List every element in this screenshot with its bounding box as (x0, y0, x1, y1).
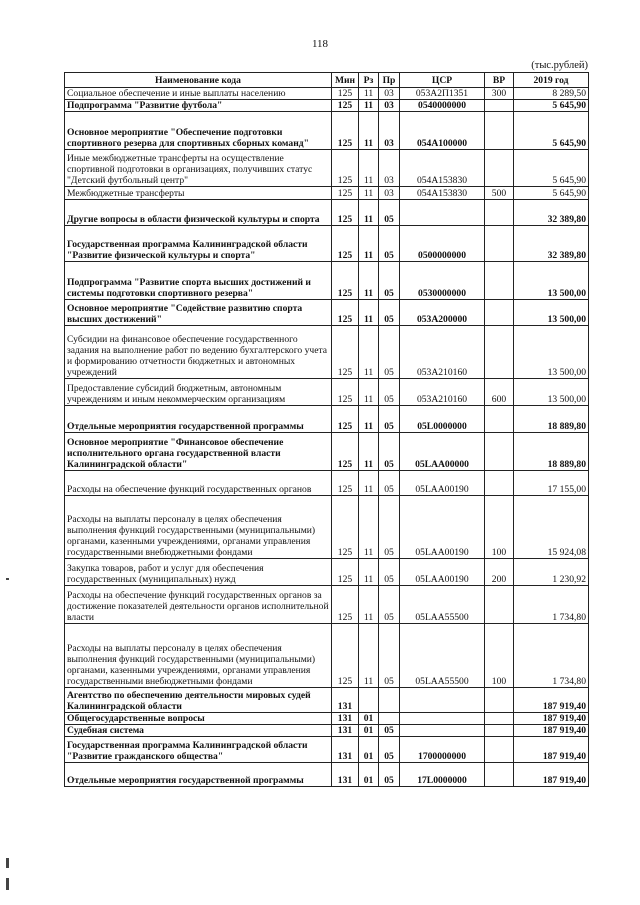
cell-csr (400, 688, 485, 713)
cell-vr (485, 150, 514, 187)
table-row (65, 737, 589, 763)
cell-rz: 11 (359, 406, 379, 433)
cell-min: 125 (332, 406, 359, 433)
cell-min: 125 (332, 200, 359, 226)
cell-csr: 05LАА00000 (400, 433, 485, 471)
cell-sum: 13 500,00 (514, 379, 589, 406)
cell-rz: 11 (359, 112, 379, 150)
cell-rz: 11 (359, 496, 379, 559)
cell-pr: 05 (379, 763, 400, 787)
cell-name: Государственная программа Калининградской области "Развитие гражданского общества" (65, 737, 332, 763)
table-row (65, 262, 589, 300)
cell-pr: 03 (379, 112, 400, 150)
cell-name: Отдельные мероприятия государственной программы (65, 406, 332, 433)
cell-name: Основное мероприятие "Финансовое обеспечение исполнительного органа государственной власти Калининградской области" (65, 433, 332, 471)
cell-name: Общегосударственные вопросы (65, 713, 332, 725)
cell-csr (400, 725, 485, 737)
cell-sum: 187 919,40 (514, 725, 589, 737)
cell-vr: 100 (485, 624, 514, 688)
cell-rz: 01 (359, 725, 379, 737)
cell-rz: 11 (359, 100, 379, 112)
cell-csr (400, 200, 485, 226)
cell-name: Закупка товаров, работ и услуг для обеспечения государственных (муниципальных) нужд (65, 559, 332, 586)
cell-rz: 11 (359, 624, 379, 688)
cell-min: 125 (332, 262, 359, 300)
cell-pr: 05 (379, 471, 400, 496)
cell-csr: 05LАА00190 (400, 471, 485, 496)
table-row (65, 471, 589, 496)
cell-min: 125 (332, 624, 359, 688)
cell-vr (485, 326, 514, 379)
cell-rz: 11 (359, 300, 379, 326)
cell-csr: 0530000000 (400, 262, 485, 300)
cell-name: Подпрограмма "Развитие спорта высших достижений и системы подготовки спортивного резерва" (65, 262, 332, 300)
cell-name: Иные межбюджетные трансферты на осуществление спортивной подготовки в организациях, получивших статус "Детский футбольный центр" (65, 150, 332, 187)
cell-sum: 5 645,90 (514, 112, 589, 150)
header-rz: Рз (359, 73, 379, 88)
cell-sum: 5 645,90 (514, 150, 589, 187)
cell-pr: 05 (379, 406, 400, 433)
cell-vr (485, 433, 514, 471)
cell-pr: 05 (379, 326, 400, 379)
cell-sum: 1 230,92 (514, 559, 589, 586)
cell-vr: 200 (485, 559, 514, 586)
cell-min: 125 (332, 326, 359, 379)
cell-name: Субсидии на финансовое обеспечение государственного задания на выполнение работ по ведению бухгалтерского учета и формированию отчетности бюджетных и автономных учреждений (65, 326, 332, 379)
cell-pr: 05 (379, 725, 400, 737)
cell-sum: 13 500,00 (514, 300, 589, 326)
cell-sum: 13 500,00 (514, 326, 589, 379)
cell-csr: 05LАА55500 (400, 586, 485, 624)
cell-pr (379, 713, 400, 725)
cell-sum: 187 919,40 (514, 688, 589, 713)
table-row (65, 496, 589, 559)
cell-vr: 600 (485, 379, 514, 406)
cell-sum: 32 389,80 (514, 226, 589, 262)
margin-mark (6, 578, 9, 580)
cell-rz: 11 (359, 226, 379, 262)
cell-name: Агентство по обеспечению деятельности мировых судей Калининградской области (65, 688, 332, 713)
cell-name: Социальное обеспечение и иные выплаты населению (65, 88, 332, 100)
header-vr: ВР (485, 73, 514, 88)
cell-sum: 1 734,80 (514, 586, 589, 624)
cell-name: Межбюджетные трансферты (65, 187, 332, 200)
cell-rz: 11 (359, 586, 379, 624)
cell-rz: 11 (359, 379, 379, 406)
table-row (65, 763, 589, 787)
units-note: (тыс.рублей) (531, 60, 588, 71)
cell-csr: 0540000000 (400, 100, 485, 112)
cell-rz: 11 (359, 262, 379, 300)
cell-sum: 13 500,00 (514, 262, 589, 300)
cell-rz: 01 (359, 737, 379, 763)
cell-sum: 187 919,40 (514, 713, 589, 725)
cell-csr: 0500000000 (400, 226, 485, 262)
cell-pr: 03 (379, 150, 400, 187)
cell-min: 125 (332, 559, 359, 586)
cell-csr: 05L0000000 (400, 406, 485, 433)
cell-sum: 15 924,08 (514, 496, 589, 559)
cell-rz: 11 (359, 200, 379, 226)
cell-pr: 05 (379, 737, 400, 763)
cell-pr: 05 (379, 586, 400, 624)
margin-mark (6, 878, 9, 890)
cell-name: Основное мероприятие "Содействие развитию спорта высших достижений" (65, 300, 332, 326)
cell-min: 125 (332, 379, 359, 406)
cell-vr (485, 112, 514, 150)
cell-vr (485, 200, 514, 226)
cell-pr (379, 688, 400, 713)
cell-csr: 1700000000 (400, 737, 485, 763)
cell-pr: 05 (379, 624, 400, 688)
cell-name: Подпрограмма "Развитие футбола" (65, 100, 332, 112)
cell-pr: 03 (379, 100, 400, 112)
cell-vr (485, 725, 514, 737)
header-sum: 2019 год (514, 73, 589, 88)
cell-csr: 054А153830 (400, 150, 485, 187)
cell-rz: 11 (359, 150, 379, 187)
cell-csr: 053А2П1351 (400, 88, 485, 100)
table-row (65, 586, 589, 624)
cell-min: 131 (332, 725, 359, 737)
cell-csr: 05LАА55500 (400, 624, 485, 688)
table-row (65, 100, 589, 112)
table-row (65, 725, 589, 737)
cell-vr (485, 300, 514, 326)
cell-rz (359, 688, 379, 713)
cell-vr (485, 226, 514, 262)
cell-sum: 8 289,50 (514, 88, 589, 100)
cell-min: 125 (332, 586, 359, 624)
cell-rz: 11 (359, 187, 379, 200)
table-row (65, 150, 589, 187)
page-number: 118 (311, 38, 329, 50)
table-row (65, 379, 589, 406)
cell-name: Расходы на выплаты персоналу в целях обеспечения выполнения функций государственными (муниципальными) органами, казенными учреждениями, органами управления государственными внебюджетными фондами (65, 624, 332, 688)
table-header-row (65, 73, 589, 88)
cell-min: 125 (332, 226, 359, 262)
cell-min: 125 (332, 300, 359, 326)
cell-rz: 01 (359, 713, 379, 725)
cell-min: 125 (332, 187, 359, 200)
table-row (65, 112, 589, 150)
cell-pr: 05 (379, 433, 400, 471)
margin-mark (6, 858, 9, 868)
table-row (65, 433, 589, 471)
cell-sum: 187 919,40 (514, 737, 589, 763)
cell-sum: 187 919,40 (514, 763, 589, 787)
header-min: Мин (332, 73, 359, 88)
cell-min: 125 (332, 471, 359, 496)
cell-rz: 11 (359, 326, 379, 379)
cell-min: 131 (332, 713, 359, 725)
cell-vr (485, 586, 514, 624)
cell-min: 131 (332, 688, 359, 713)
table-row (65, 406, 589, 433)
cell-rz: 11 (359, 559, 379, 586)
cell-name: Расходы на выплаты персоналу в целях обеспечения выполнения функций государственными (муниципальными) органами, казенными учреждениями, органами управления государственными внебюджетными фондами (65, 496, 332, 559)
cell-pr: 05 (379, 496, 400, 559)
cell-vr (485, 471, 514, 496)
cell-min: 125 (332, 150, 359, 187)
cell-vr (485, 406, 514, 433)
table-row (65, 88, 589, 100)
cell-pr: 05 (379, 559, 400, 586)
cell-vr: 100 (485, 496, 514, 559)
cell-csr: 17L0000000 (400, 763, 485, 787)
cell-sum: 5 645,90 (514, 187, 589, 200)
cell-name: Основное мероприятие "Обеспечение подготовки спортивного резерва для спортивных сборных команд" (65, 112, 332, 150)
table-row (65, 187, 589, 200)
cell-pr: 05 (379, 379, 400, 406)
cell-csr: 05LАА00190 (400, 496, 485, 559)
cell-csr: 05LАА00190 (400, 559, 485, 586)
table-row (65, 326, 589, 379)
header-name: Наименование кода (65, 73, 332, 88)
cell-name: Расходы на обеспечение функций государственных органов за достижение показателей деятельности органов исполнительной власти (65, 586, 332, 624)
cell-name: Государственная программа Калининградской области "Развитие физической культуры и спорта" (65, 226, 332, 262)
cell-csr: 054А153830 (400, 187, 485, 200)
header-pr: Пр (379, 73, 400, 88)
cell-name: Отдельные мероприятия государственной программы (65, 763, 332, 787)
cell-rz: 01 (359, 763, 379, 787)
cell-name: Предоставление субсидий бюджетным, автономным учреждениям и иным некоммерческим организациям (65, 379, 332, 406)
cell-csr: 053А200000 (400, 300, 485, 326)
cell-vr: 500 (485, 187, 514, 200)
cell-rz: 11 (359, 433, 379, 471)
table-row (65, 200, 589, 226)
cell-pr: 05 (379, 300, 400, 326)
table-body (65, 88, 589, 787)
cell-pr: 03 (379, 88, 400, 100)
cell-vr (485, 737, 514, 763)
cell-min: 125 (332, 112, 359, 150)
table-row (65, 226, 589, 262)
cell-vr: 300 (485, 88, 514, 100)
table-row (65, 300, 589, 326)
cell-min: 131 (332, 763, 359, 787)
cell-min: 125 (332, 100, 359, 112)
cell-csr: 053А210160 (400, 326, 485, 379)
table-row (65, 624, 589, 688)
header-csr: ЦСР (400, 73, 485, 88)
cell-vr (485, 713, 514, 725)
cell-csr: 054А100000 (400, 112, 485, 150)
cell-vr (485, 100, 514, 112)
cell-sum: 18 889,80 (514, 406, 589, 433)
cell-csr: 053А210160 (400, 379, 485, 406)
cell-csr (400, 713, 485, 725)
cell-sum: 1 734,80 (514, 624, 589, 688)
cell-min: 131 (332, 737, 359, 763)
cell-sum: 18 889,80 (514, 433, 589, 471)
cell-name: Другие вопросы в области физической культуры и спорта (65, 200, 332, 226)
cell-name: Расходы на обеспечение функций государственных органов (65, 471, 332, 496)
cell-rz: 11 (359, 471, 379, 496)
cell-min: 125 (332, 88, 359, 100)
cell-sum: 32 389,80 (514, 200, 589, 226)
cell-min: 125 (332, 433, 359, 471)
cell-sum: 17 155,00 (514, 471, 589, 496)
cell-min: 125 (332, 496, 359, 559)
cell-vr (485, 763, 514, 787)
cell-name: Судебная система (65, 725, 332, 737)
table-row (65, 559, 589, 586)
budget-table (64, 72, 589, 787)
cell-pr: 05 (379, 226, 400, 262)
table-row (65, 713, 589, 725)
table-row (65, 688, 589, 713)
cell-pr: 03 (379, 187, 400, 200)
cell-pr: 05 (379, 200, 400, 226)
cell-rz: 11 (359, 88, 379, 100)
cell-pr: 05 (379, 262, 400, 300)
cell-vr (485, 262, 514, 300)
cell-vr (485, 688, 514, 713)
cell-sum: 5 645,90 (514, 100, 589, 112)
